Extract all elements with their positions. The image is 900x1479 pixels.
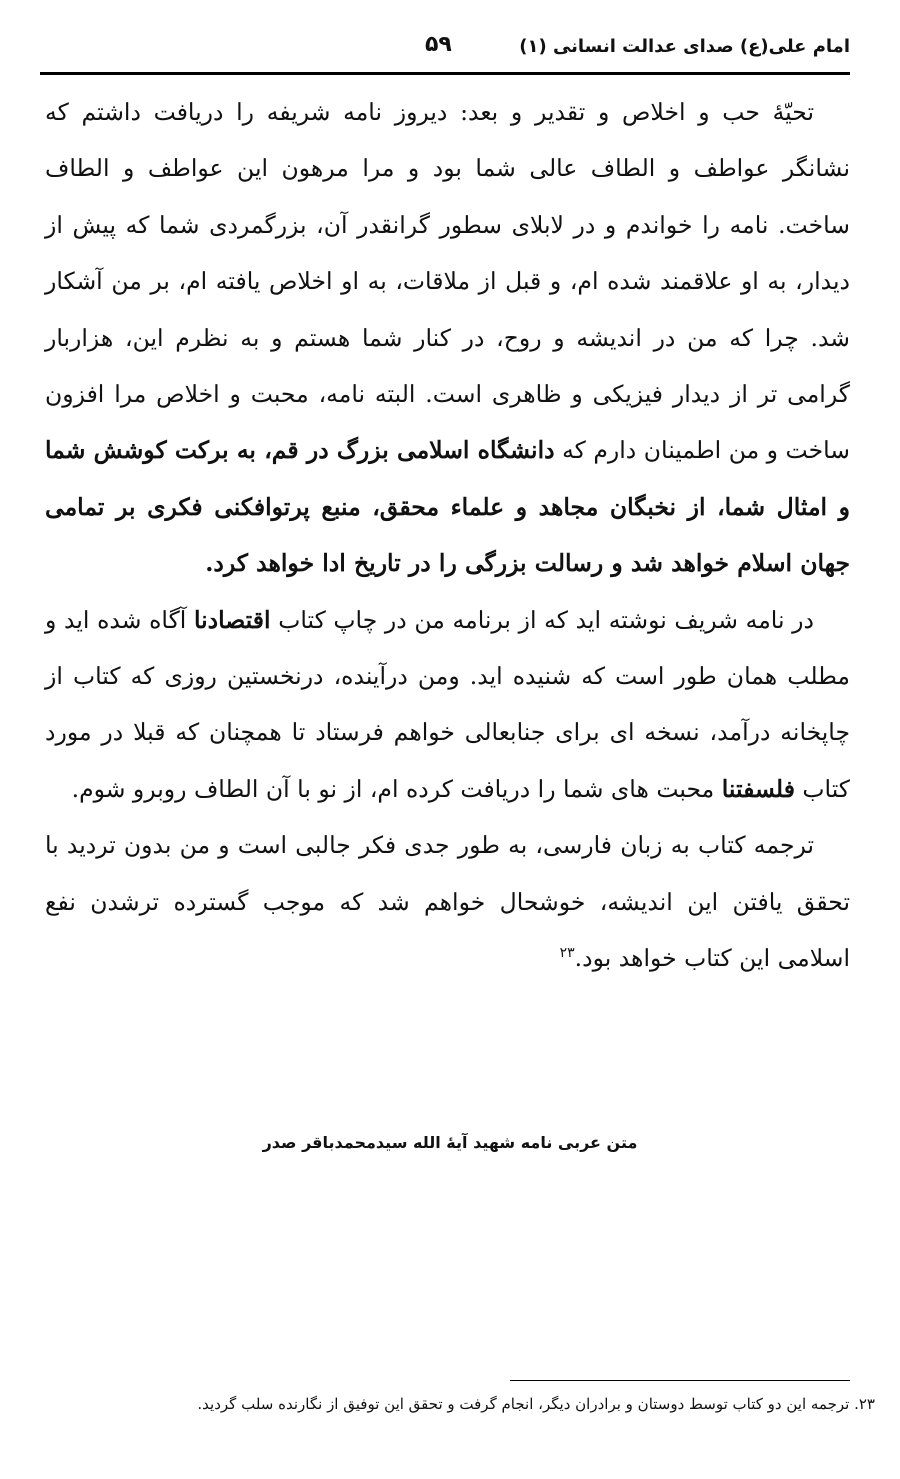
main-text <box>45 84 850 987</box>
section-heading: متن عربی نامه شهید آیهٔ الله سیدمحمدباقر صدر <box>262 1133 638 1152</box>
page-header <box>40 30 850 72</box>
paragraph-3-text: ترجمه کتاب به زبان فارسی، به طور جدی فکر جالبی است و من بدون تردید با تحقق یافتن این اندیشه، خوشحال خواهم شد که موجب گسترده ترشدن نفع اسلامی این کتاب خواهد بود. <box>45 831 850 973</box>
book-title-iqtisaduna: اقتصادنا <box>193 605 271 634</box>
paragraph-1-text: تحیّهٔ حب و اخلاص و تقدیر و بعد: دیروز نامه شریفه را دریافت داشتم که نشانگر عواطف و الطاف عالی شما بود و مرا مرهون این عواطف و الطاف ساخت. نامه را خواندم و در لابلای سطور گرانقدر آن، بزرگمردی شما که پیش از دیدار، به او علاقمند شده ام، و قبل از ملاقات، به او اخلاص یافته ام، بر من آشکار شد. چرا که من در اندیشه و روح، در کنار شما هستم و به نظرم این، هزاربار گرامی تر از دیدار فیزیکی و ظاهری است. البته نامه، محبت و اخلاص مرا افزون ساخت و من اطمینان دارم که <box>45 98 850 465</box>
paragraph-2-text-a: در نامه شریف نوشته اید که از برنامه من در چاپ کتاب <box>270 605 814 634</box>
footnote-reference[interactable]: ۲۳ <box>559 945 575 962</box>
paragraph-1 <box>45 84 850 592</box>
header-divider <box>40 72 850 75</box>
paragraph-2 <box>45 592 850 818</box>
footnote-text: ۲۳. ترجمه این دو کتاب توسط دوستان و برادران دیگر، انجام گرفت و تحقق این توفیق از نگارنده سلب گردید. <box>197 1395 875 1413</box>
paragraph-2-text-c: محبت های شما را دریافت کرده ام، از نو با آن الطاف روبرو شوم. <box>71 774 722 803</box>
paragraph-1-bold-text: دانشگاه اسلامی بزرگ در قم، به برکت کوشش شما و امثال شما، از نخبگان مجاهد و علماء محقق، منبع پرتوافکنی فکری بر تمامی جهان اسلام خواهد شد و رسالت بزرگی را در تاریخ ادا خواهد کرد. <box>45 436 850 578</box>
book-title-falsafatuna: فلسفتنا <box>721 774 795 803</box>
page-number: ۵۹ <box>425 32 452 57</box>
running-title: امام علی(ع) صدای عدالت انسانی (۱) <box>519 36 850 57</box>
paragraph-2-text-b: آگاه شده اید و مطلب همان طور است که شنیده اید. ومن درآینده، درنخستین روزی که کتاب از چاپخانه درآمد، نسخه ای برای جنابعالی خواهم فرستاد تا همچنان که قبلا در مورد کتاب <box>45 605 850 803</box>
footnote-divider <box>510 1380 850 1381</box>
paragraph-3 <box>45 817 850 986</box>
